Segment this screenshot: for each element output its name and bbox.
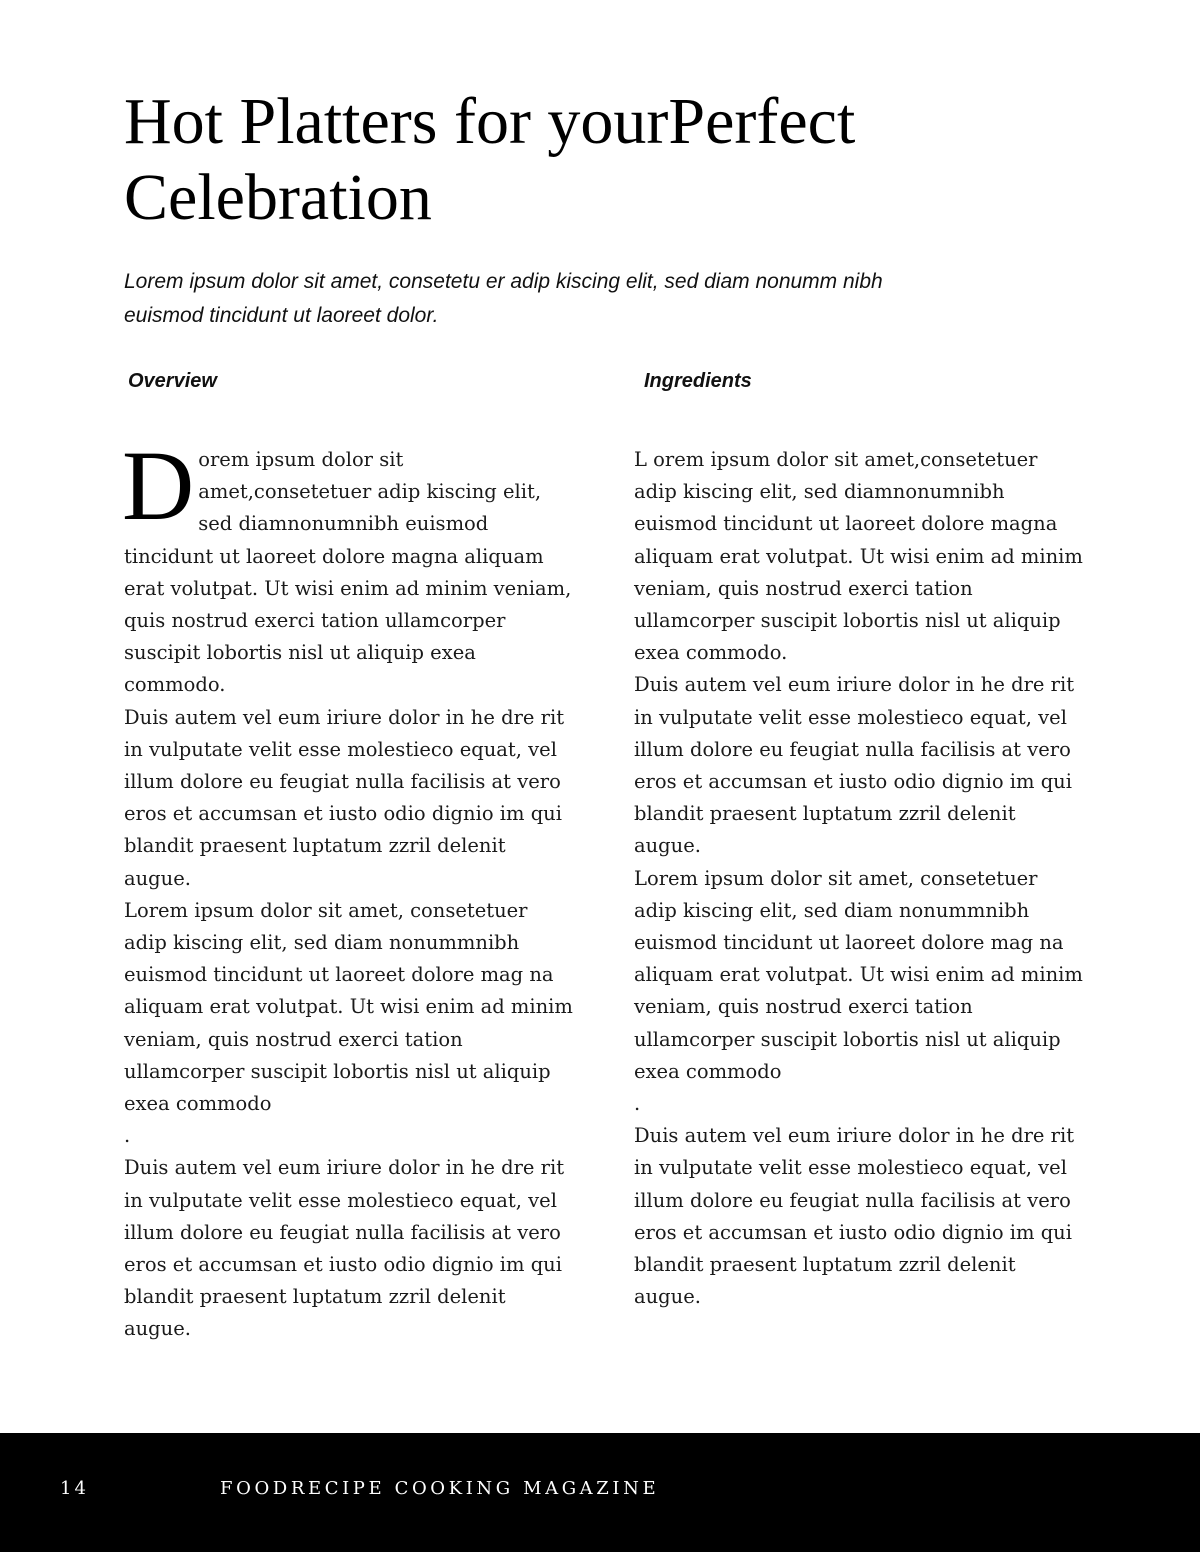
ingredients-paragraph: L orem ipsum dolor sit amet,consetetuer adip kiscing elit, sed diamnonumnibh euismod tincidunt ut laoreet dolore magna aliquam erat volutpat. Ut wisi enim ad minim veniam, quis nostrud exerci tation ullamcorper suscipit lobortis nisl ut aliquip exea commodo. — [634, 448, 1083, 665]
ingredients-paragraph: Duis autem vel eum iriure dolor in he dre rit in vulputate velit esse molestieco equat, vel illum dolore eu feugiat nulla facilisis at vero eros et accumsan et iusto odio dignio im qui blandit praesent luptatum zzril delenit augue. — [634, 673, 1075, 858]
overview-heading: Overview — [128, 370, 217, 392]
article-lede: Lorem ipsum dolor sit amet, consetetu er adip kiscing elit, sed diam nonumm nibh euismod tincidunt ut laoreet dolor. — [124, 270, 883, 327]
page-footer — [0, 1433, 1200, 1552]
ingredients-paragraph-dot: . — [634, 1092, 641, 1116]
page-title: Hot Platters for yourPerfect Celebration — [124, 85, 856, 234]
overview-paragraph-dot: . — [124, 1124, 131, 1148]
page-number: 14 — [60, 1478, 89, 1499]
overview-paragraph-text: orem ipsum dolor sit amet,consetetuer adip kiscing elit, sed diamnonumnibh euismod tincidunt ut laoreet dolore magna aliquam erat volutpat. Ut wisi enim ad minim veniam, quis nostrud exerci tation ullamcorper suscipit lobortis nisl ut aliquip exea commodo. — [124, 448, 572, 697]
ingredients-paragraph: Duis autem vel eum iriure dolor in he dre rit in vulputate velit esse molestieco equat, vel illum dolore eu feugiat nulla facilisis at vero eros et accumsan et iusto odio dignio im qui blandit praesent luptatum zzril delenit augue. — [634, 1124, 1075, 1309]
overview-paragraph: Lorem ipsum dolor sit amet, consetetuer adip kiscing elit, sed diam nonummnibh euismod tincidunt ut laoreet dolore mag na aliquam erat volutpat. Ut wisi enim ad minim veniam, quis nostrud exerci tation ullamcorper suscipit lobortis nisl ut aliquip exea commodo — [124, 898, 573, 1116]
overview-paragraph: Duis autem vel eum iriure dolor in he dre rit in vulputate velit esse molestieco equat, vel illum dolore eu feugiat nulla facilisis at vero eros et accumsan et iusto odio dignio im qui blandit praesent luptatum zzril delenit augue. — [124, 1156, 565, 1341]
overview-paragraph — [122, 430, 574, 702]
drop-cap: D — [122, 430, 195, 541]
overview-paragraph: Duis autem vel eum iriure dolor in he dre rit in vulputate velit esse molestieco equat, vel illum dolore eu feugiat nulla facilisis at vero eros et accumsan et iusto odio dignio im qui blandit praesent luptatum zzril delenit augue. — [124, 705, 565, 890]
overview-column — [122, 430, 574, 1346]
ingredients-column — [634, 444, 1084, 1313]
magazine-name: FOODRECIPE COOKING MAGAZINE — [220, 1478, 660, 1499]
ingredients-paragraph: Lorem ipsum dolor sit amet, consetetuer adip kiscing elit, sed diam nonummnibh euismod tincidunt ut laoreet dolore mag na aliquam erat volutpat. Ut wisi enim ad minim veniam, quis nostrud exerci tation ullamcorper suscipit lobortis nisl ut aliquip exea commodo — [634, 866, 1083, 1083]
ingredients-heading: Ingredients — [644, 370, 752, 392]
